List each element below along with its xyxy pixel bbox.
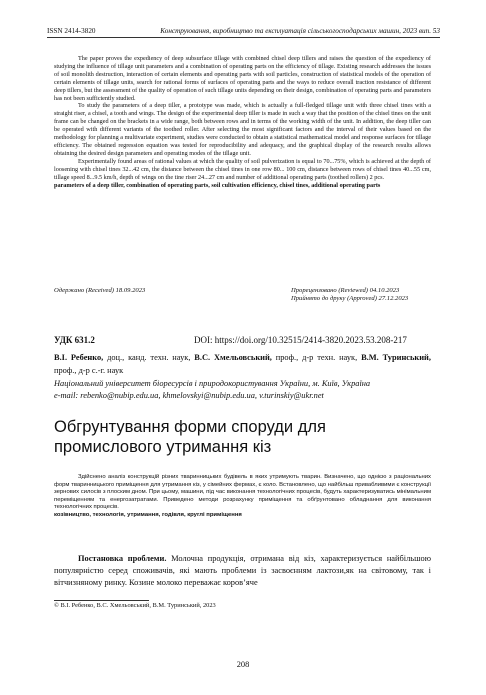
author-block <box>54 352 431 403</box>
abstract-paragraph: The paper proves the expediency of deep subsurface tillage with combined chisel deep tillers and raises the question of the expediency of studying the influence of tillage unit parameters and a combination of operating parts on the efficiency of tillage. Existing research addresses the issues of soil monolith destruction, interaction of certain elements and operating parts with soil particles, construction of statistical models of the operation of certain elements of tillage units, search for rational forms of surfaces of operating parts and the ways to reduce overall traction resistance of different deep tillers, but the assessment of the quality of operation of such tillage units depending on their design, combination of operating parts and parameters has not been sufficiently studied. <box>54 55 431 102</box>
footnote-divider <box>54 600 149 601</box>
english-abstract <box>54 55 431 189</box>
doi-link[interactable]: DOI: https://doi.org/10.32515/2414-3820.2023.53.208-217 <box>194 335 407 345</box>
issn: ISSN 2414-3820 <box>47 27 96 35</box>
author-name: В.І. Ребенко, <box>54 353 104 362</box>
copyright-footnote: © В.І. Ребенко, В.С. Хмельовський, В.М. Туринський, 2023 <box>54 602 216 609</box>
reviewed-date: Прорецензовано (Reviewed) 04.10.2023 <box>291 287 400 294</box>
body-text <box>54 553 431 590</box>
author-names <box>54 352 431 378</box>
author-name: В.М. Туринський, <box>361 353 431 362</box>
body-paragraph <box>54 553 431 590</box>
page-number: 208 <box>236 660 250 669</box>
paragraph-text: Молочна продукція, отримана від кіз, характеризується найбільшою популярністю серед споживачів, які мають проблеми із засвоєнням лактози,як на світовому, так і вітчизняному ринку. Козине молоко переважає коров’яче <box>54 554 431 588</box>
ukrainian-abstract <box>54 474 431 520</box>
article-title: Обгрунтування форми споруди для промислового утримання кіз <box>54 418 326 456</box>
udc-code: УДК 631.2 <box>54 335 95 345</box>
author-degree: проф., д-р с.-г. наук <box>54 365 124 375</box>
journal-title: Конструювання, виробництво та експлуатація сільськогосподарських машин, 2023 вип. 53 <box>160 27 440 35</box>
review-approval-dates <box>291 287 408 304</box>
running-header <box>47 27 440 38</box>
received-date: Одержано (Received) 18.09.2023 <box>54 287 146 294</box>
abstract-paragraph: To study the parameters of a deep tiller, a prototype was made, which is actually a full-fledged tillage unit with three chisel tines with a straight riser, a chisel, a tooth and wings. The design of the experimental deep tiller is made in such a way that the position of the chisel tines on the unit frame can be changed on the brackets in a wide range, both between rows and in terms of the working width of the unit. In addition, the deep tiller can be operated with different variants of the toothed roller. After selecting the most significant factors and the interval of their values based on the methodology for planning a multivariate experiment, studies were conducted to obtain a statistical mathematical model and response surfaces for tillage efficiency. The obtained regression equation was tested for reproducibility and adequacy, and the graphical display of the research results allows obtaining the desired design parameters and operating modes of the tillage unit. <box>54 102 431 157</box>
author-name: В.С. Хмельовський, <box>194 353 272 362</box>
author-degree: проф., д-р техн. наук, <box>271 353 362 362</box>
affiliation: Національний університет біоресурсів і природокористування України, м. Київ, Україна <box>54 378 371 388</box>
abstract-paragraph: Здійснено аналіз конструкцій різних тваринницьких будівель в яких утримують тварин. Визначено, що однією з раціональних форм тваринницького приміщення для утримання кіз, у сімейних фермах, є коло. Встановлено, що найбільш привабливими є конструкції зернових силосів з плоским дном. При цьому, машини, під час виконання технологічних процесів, будуть характеризуватись мінімальним переміщенням та енергозатратами. Приведено методи розрахунку приміщення та обґрунтовано обладнання для виконання технологічних процесів. <box>54 474 431 511</box>
approved-date: Прийнято до друку (Approved) 27.12.2023 <box>291 295 409 303</box>
abstract-paragraph: Experimentally found areas of rational values at which the quality of soil pulverization is equal to 70...75%, which is achieved at the depth of loosening with chisel tines 32...42 cm, the distance between the chisel tines in one row 80... 100 cm, distance between rows of chisel tines 40...55 cm, tillage speed 8...9.5 km/h, depth of wings on the tine riser 24...27 cm and number of additional operating parts (toothed rollers) 2 pcs. <box>54 157 431 181</box>
section-heading: Постановка проблеми. <box>78 554 167 563</box>
author-degree: доц., канд. техн. наук, <box>103 353 195 362</box>
abstract-keywords: parameters of a deep tiller, combination of operating parts, soil cultivation efficiency, chisel tines, additional operating parts <box>54 181 381 189</box>
abstract-keywords: козівництво, технологія, утримання, годівля, круглі приміщення <box>54 511 242 518</box>
author-emails[interactable]: e-mail: rebenko@nubip.edu.ua, khmelovskyi@nubip.edu.ua, v.turinskiy@ukr.net <box>54 391 324 401</box>
